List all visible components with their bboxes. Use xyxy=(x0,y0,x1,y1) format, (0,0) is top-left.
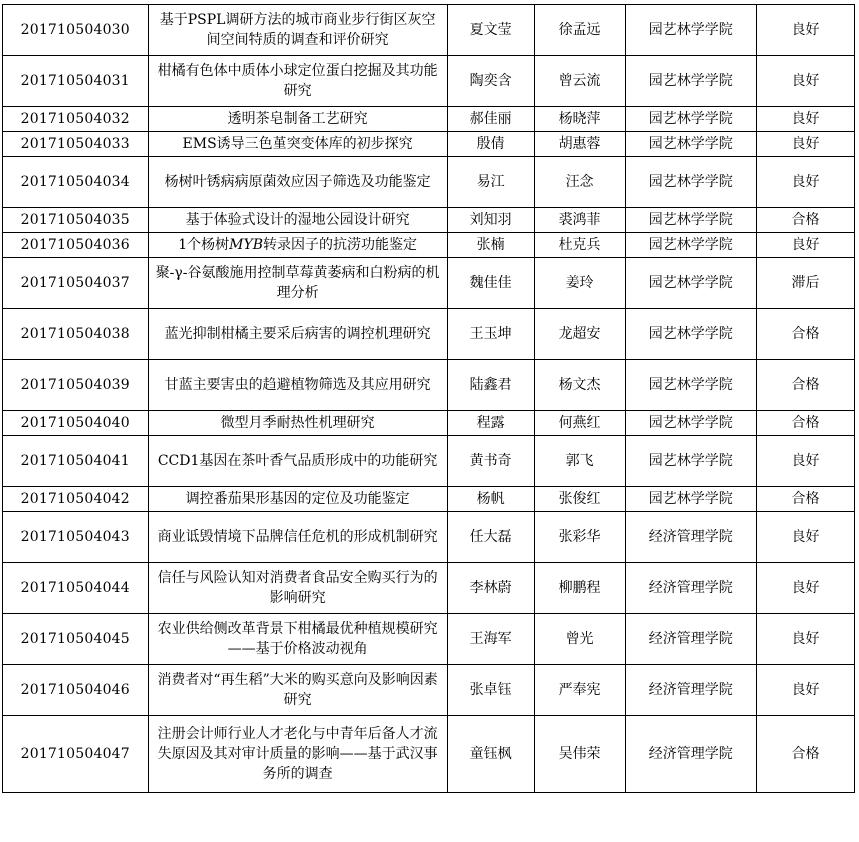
grade-cell: 合格 xyxy=(756,411,854,436)
advisor-name-cell: 徐孟远 xyxy=(534,5,625,56)
student-name-cell: 黄书奇 xyxy=(447,436,534,487)
grade-cell: 良好 xyxy=(756,157,854,208)
project-id-cell: 201710504037 xyxy=(3,258,149,309)
student-name-cell: 李林蔚 xyxy=(447,563,534,614)
table-row xyxy=(3,233,855,258)
advisor-name-cell: 张彩华 xyxy=(534,512,625,563)
project-id-cell: 201710504035 xyxy=(3,208,149,233)
project-title-cell xyxy=(148,233,447,258)
advisor-name-cell: 杜克兵 xyxy=(534,233,625,258)
student-name-cell: 童钰枫 xyxy=(447,716,534,793)
student-name-cell: 任大磊 xyxy=(447,512,534,563)
college-cell: 经济管理学院 xyxy=(625,614,756,665)
table-row xyxy=(3,487,855,512)
grade-cell: 滞后 xyxy=(756,258,854,309)
student-name-cell: 张卓钰 xyxy=(447,665,534,716)
project-title-cell: 柑橘有色体中质体小球定位蛋白挖掘及其功能研究 xyxy=(148,56,447,107)
project-title-cell: 甘蓝主要害虫的趋避植物筛选及其应用研究 xyxy=(148,360,447,411)
table-row xyxy=(3,208,855,233)
table-row xyxy=(3,512,855,563)
student-name-cell: 夏文莹 xyxy=(447,5,534,56)
table-row xyxy=(3,258,855,309)
advisor-name-cell: 何燕红 xyxy=(534,411,625,436)
project-title-cell: 消费者对“再生稻”大米的购买意向及影响因素研究 xyxy=(148,665,447,716)
project-id-cell: 201710504032 xyxy=(3,107,149,132)
project-title-cell: 信任与风险认知对消费者食品安全购买行为的影响研究 xyxy=(148,563,447,614)
table-row xyxy=(3,716,855,793)
project-title-cell: 聚-γ-谷氨酸施用控制草莓黄萎病和白粉病的机理分析 xyxy=(148,258,447,309)
grade-cell: 良好 xyxy=(756,614,854,665)
project-id-cell: 201710504047 xyxy=(3,716,149,793)
advisor-name-cell: 裘鸿菲 xyxy=(534,208,625,233)
project-id-cell: 201710504045 xyxy=(3,614,149,665)
advisor-name-cell: 郭飞 xyxy=(534,436,625,487)
project-title-cell: 注册会计师行业人才老化与中青年后备人才流失原因及其对审计质量的影响——基于武汉事务所的调查 xyxy=(148,716,447,793)
advisor-name-cell: 严奉宪 xyxy=(534,665,625,716)
college-cell: 园艺林学学院 xyxy=(625,107,756,132)
college-cell: 经济管理学院 xyxy=(625,665,756,716)
table-row xyxy=(3,5,855,56)
student-name-cell: 刘知羽 xyxy=(447,208,534,233)
student-name-cell: 王海军 xyxy=(447,614,534,665)
table-row xyxy=(3,436,855,487)
grade-cell: 合格 xyxy=(756,716,854,793)
project-id-cell: 201710504042 xyxy=(3,487,149,512)
advisor-name-cell: 杨晓萍 xyxy=(534,107,625,132)
advisor-name-cell: 姜玲 xyxy=(534,258,625,309)
grade-cell: 良好 xyxy=(756,665,854,716)
grade-cell: 良好 xyxy=(756,512,854,563)
gene-name-italic: MYB xyxy=(229,237,263,253)
college-cell: 园艺林学学院 xyxy=(625,436,756,487)
table-row xyxy=(3,665,855,716)
table-row xyxy=(3,614,855,665)
project-title-cell: 基于PSPL调研方法的城市商业步行街区灰空间空间特质的调查和评价研究 xyxy=(148,5,447,56)
college-cell: 园艺林学学院 xyxy=(625,56,756,107)
table-row xyxy=(3,107,855,132)
project-title-cell: 微型月季耐热性机理研究 xyxy=(148,411,447,436)
grade-cell: 良好 xyxy=(756,5,854,56)
project-title-cell: CCD1基因在茶叶香气品质形成中的功能研究 xyxy=(148,436,447,487)
project-id-cell: 201710504040 xyxy=(3,411,149,436)
college-cell: 园艺林学学院 xyxy=(625,5,756,56)
project-id-cell: 201710504033 xyxy=(3,132,149,157)
project-title-cell: 商业诋毁情境下品牌信任危机的形成机制研究 xyxy=(148,512,447,563)
college-cell: 园艺林学学院 xyxy=(625,487,756,512)
project-id-cell: 201710504043 xyxy=(3,512,149,563)
advisor-name-cell: 胡惠蓉 xyxy=(534,132,625,157)
student-name-cell: 殷倩 xyxy=(447,132,534,157)
project-title-cell: 透明茶皂制备工艺研究 xyxy=(148,107,447,132)
project-title-part: 转录因子的抗涝功能鉴定 xyxy=(263,237,417,253)
advisor-name-cell: 曾光 xyxy=(534,614,625,665)
project-title-part: 1个杨树 xyxy=(178,237,230,253)
student-name-cell: 陶奕含 xyxy=(447,56,534,107)
college-cell: 经济管理学院 xyxy=(625,563,756,614)
project-id-cell: 201710504046 xyxy=(3,665,149,716)
college-cell: 园艺林学学院 xyxy=(625,233,756,258)
project-id-cell: 201710504030 xyxy=(3,5,149,56)
college-cell: 园艺林学学院 xyxy=(625,309,756,360)
table-row xyxy=(3,563,855,614)
college-cell: 园艺林学学院 xyxy=(625,411,756,436)
project-title-cell: 农业供给侧改革背景下柑橘最优种植规模研究——基于价格波动视角 xyxy=(148,614,447,665)
advisor-name-cell: 曾云流 xyxy=(534,56,625,107)
project-title-cell: EMS诱导三色堇突变体库的初步探究 xyxy=(148,132,447,157)
project-id-cell: 201710504034 xyxy=(3,157,149,208)
college-cell: 园艺林学学院 xyxy=(625,208,756,233)
student-name-cell: 王玉坤 xyxy=(447,309,534,360)
student-name-cell: 易江 xyxy=(447,157,534,208)
project-table xyxy=(2,4,855,793)
project-id-cell: 201710504031 xyxy=(3,56,149,107)
grade-cell: 合格 xyxy=(756,208,854,233)
project-title-cell: 蓝光抑制柑橘主要采后病害的调控机理研究 xyxy=(148,309,447,360)
student-name-cell: 程露 xyxy=(447,411,534,436)
student-name-cell: 张楠 xyxy=(447,233,534,258)
table-body xyxy=(3,5,855,793)
project-id-cell: 201710504039 xyxy=(3,360,149,411)
advisor-name-cell: 汪念 xyxy=(534,157,625,208)
college-cell: 经济管理学院 xyxy=(625,512,756,563)
project-id-cell: 201710504041 xyxy=(3,436,149,487)
project-id-cell: 201710504036 xyxy=(3,233,149,258)
project-title-cell: 调控番茄果形基因的定位及功能鉴定 xyxy=(148,487,447,512)
grade-cell: 合格 xyxy=(756,309,854,360)
project-title-cell: 杨树叶锈病病原菌效应因子筛选及功能鉴定 xyxy=(148,157,447,208)
table-row xyxy=(3,56,855,107)
student-name-cell: 魏佳佳 xyxy=(447,258,534,309)
student-name-cell: 陆鑫君 xyxy=(447,360,534,411)
college-cell: 园艺林学学院 xyxy=(625,157,756,208)
college-cell: 园艺林学学院 xyxy=(625,360,756,411)
grade-cell: 良好 xyxy=(756,107,854,132)
grade-cell: 合格 xyxy=(756,360,854,411)
college-cell: 经济管理学院 xyxy=(625,716,756,793)
advisor-name-cell: 张俊红 xyxy=(534,487,625,512)
table-row xyxy=(3,157,855,208)
grade-cell: 良好 xyxy=(756,56,854,107)
student-name-cell: 郝佳丽 xyxy=(447,107,534,132)
grade-cell: 良好 xyxy=(756,563,854,614)
table-row xyxy=(3,411,855,436)
grade-cell: 合格 xyxy=(756,487,854,512)
project-title-cell: 基于体验式设计的湿地公园设计研究 xyxy=(148,208,447,233)
college-cell: 园艺林学学院 xyxy=(625,132,756,157)
project-id-cell: 201710504044 xyxy=(3,563,149,614)
advisor-name-cell: 杨文杰 xyxy=(534,360,625,411)
student-name-cell: 杨帆 xyxy=(447,487,534,512)
grade-cell: 良好 xyxy=(756,436,854,487)
table-row xyxy=(3,132,855,157)
project-id-cell: 201710504038 xyxy=(3,309,149,360)
college-cell: 园艺林学学院 xyxy=(625,258,756,309)
advisor-name-cell: 龙超安 xyxy=(534,309,625,360)
advisor-name-cell: 柳鹏程 xyxy=(534,563,625,614)
advisor-name-cell: 吴伟荣 xyxy=(534,716,625,793)
grade-cell: 良好 xyxy=(756,132,854,157)
table-row xyxy=(3,309,855,360)
grade-cell: 良好 xyxy=(756,233,854,258)
table-row xyxy=(3,360,855,411)
